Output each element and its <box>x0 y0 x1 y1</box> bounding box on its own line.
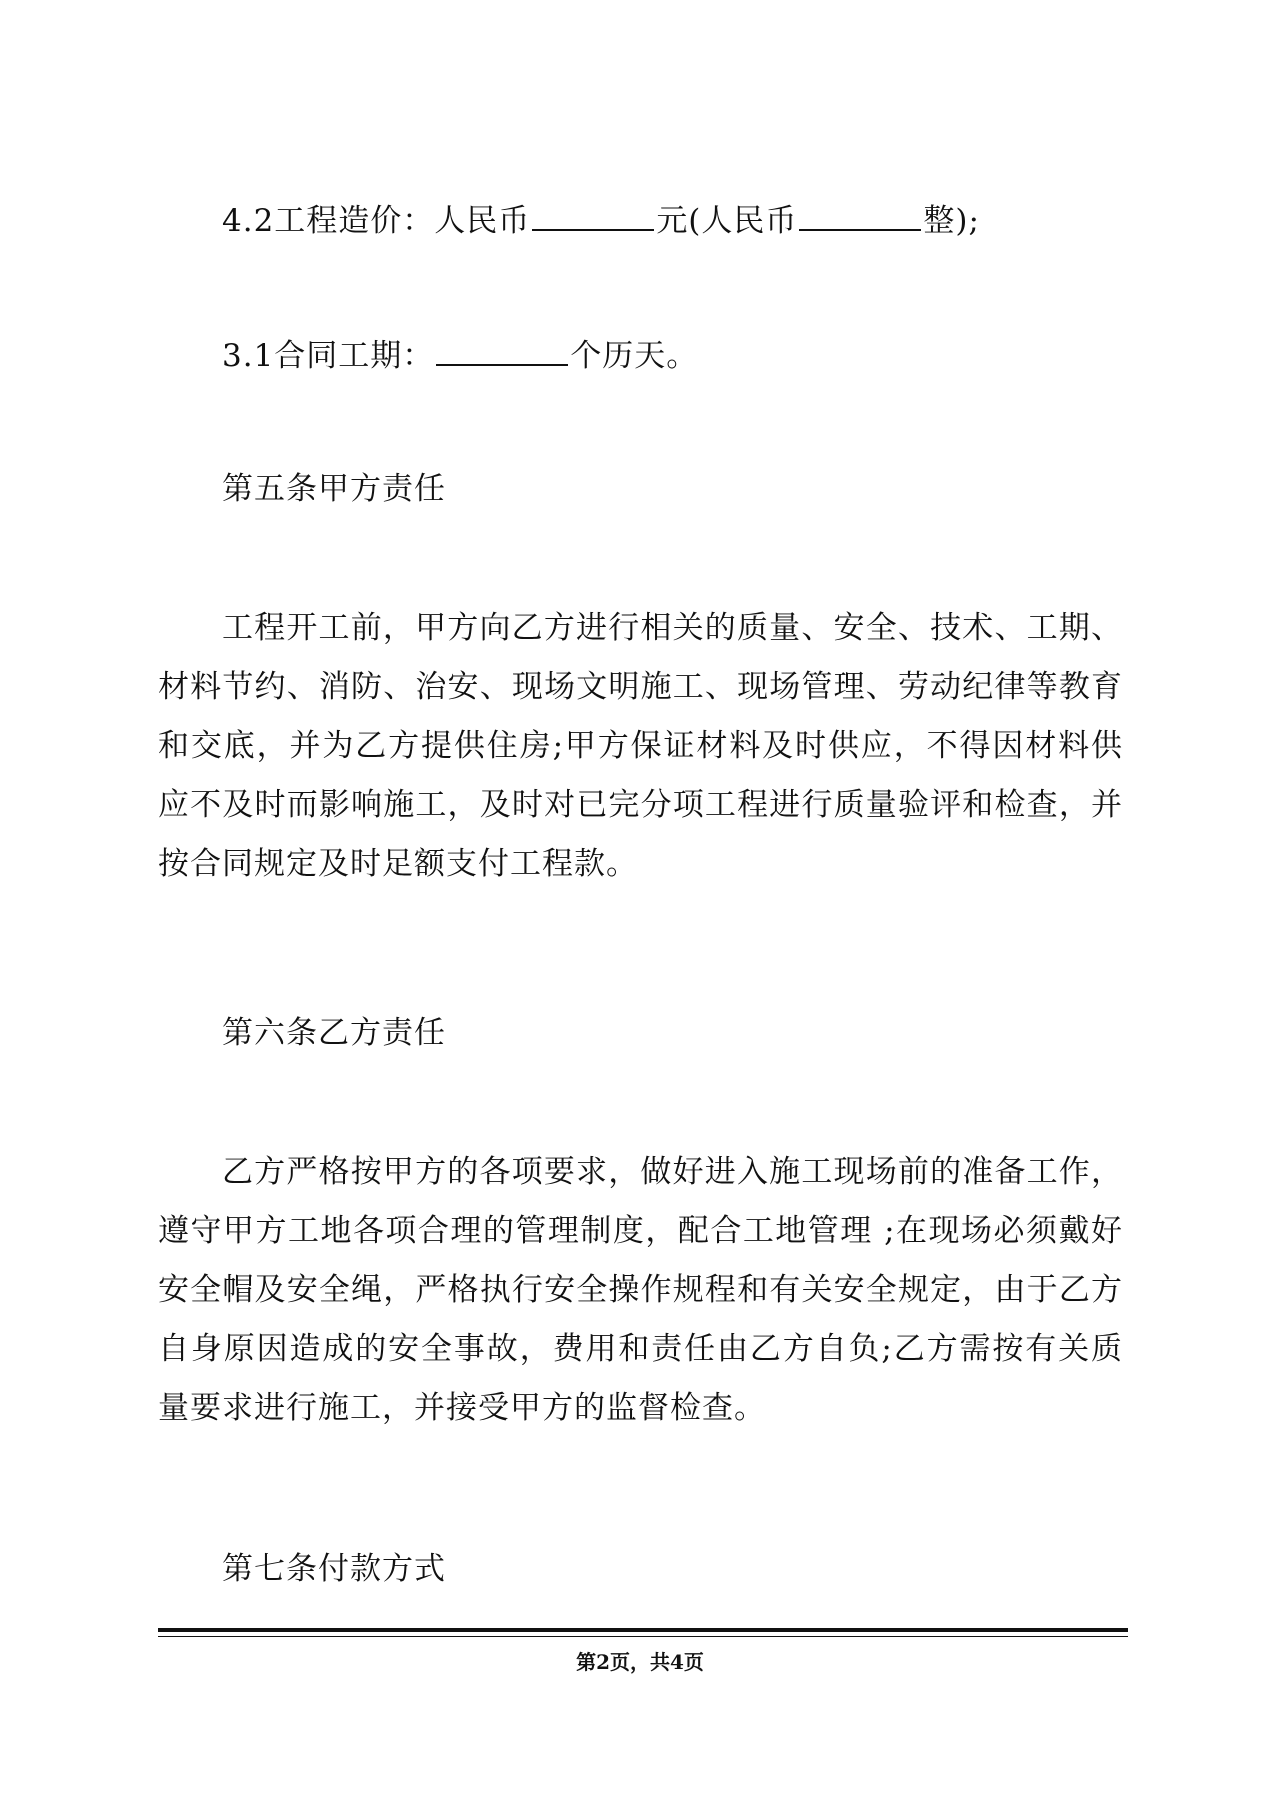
page-number: 第2页，共4页 <box>576 1650 704 1674</box>
article-6-body: 乙方严格按甲方的各项要求，做好进入施工现场前的准备工作，遵守甲方工地各项合理的管理制度，配合工地管理 ;在现场必须戴好安全帽及安全绳，严格执行安全操作规程和有关安全规定，由于乙方自身原因造成的安全事故，费用和责任由乙方自负;乙方需按有关质量要求进行施工，并接受甲方的监督检查。 <box>158 1154 1123 1426</box>
article-5-body: 工程开工前，甲方向乙方进行相关的质量、安全、技术、工期、材料节约、消防、治安、现场文明施工、现场管理、劳动纪律等教育和交底，并为乙方提供住房;甲方保证材料及时供应，不得因材料供应不及时而影响施工，及时对已完分项工程进行质量验评和检查，并按合同规定及时足额支付工程款。 <box>158 610 1123 882</box>
period-clause <box>222 334 698 376</box>
article-5-title: 第五条甲方责任 <box>222 471 446 507</box>
price-amount-blank <box>532 199 654 231</box>
article-7-title: 第七条付款方式 <box>222 1551 446 1587</box>
price-clause-prefix: 4.2工程造价：人民币 <box>222 203 531 239</box>
article-6-title: 第六条乙方责任 <box>222 1015 446 1051</box>
period-days-blank <box>436 334 568 366</box>
period-clause-prefix: 3.1合同工期： <box>222 338 435 374</box>
period-clause-suffix: 个历天。 <box>570 338 699 374</box>
price-clause-mid: 元(人民币 <box>656 203 798 239</box>
price-clause <box>222 199 980 241</box>
footer-rule-thick <box>158 1628 1128 1632</box>
footer-rule-thin <box>158 1636 1128 1637</box>
price-clause-suffix: 整); <box>923 203 980 239</box>
price-words-blank <box>799 199 921 231</box>
